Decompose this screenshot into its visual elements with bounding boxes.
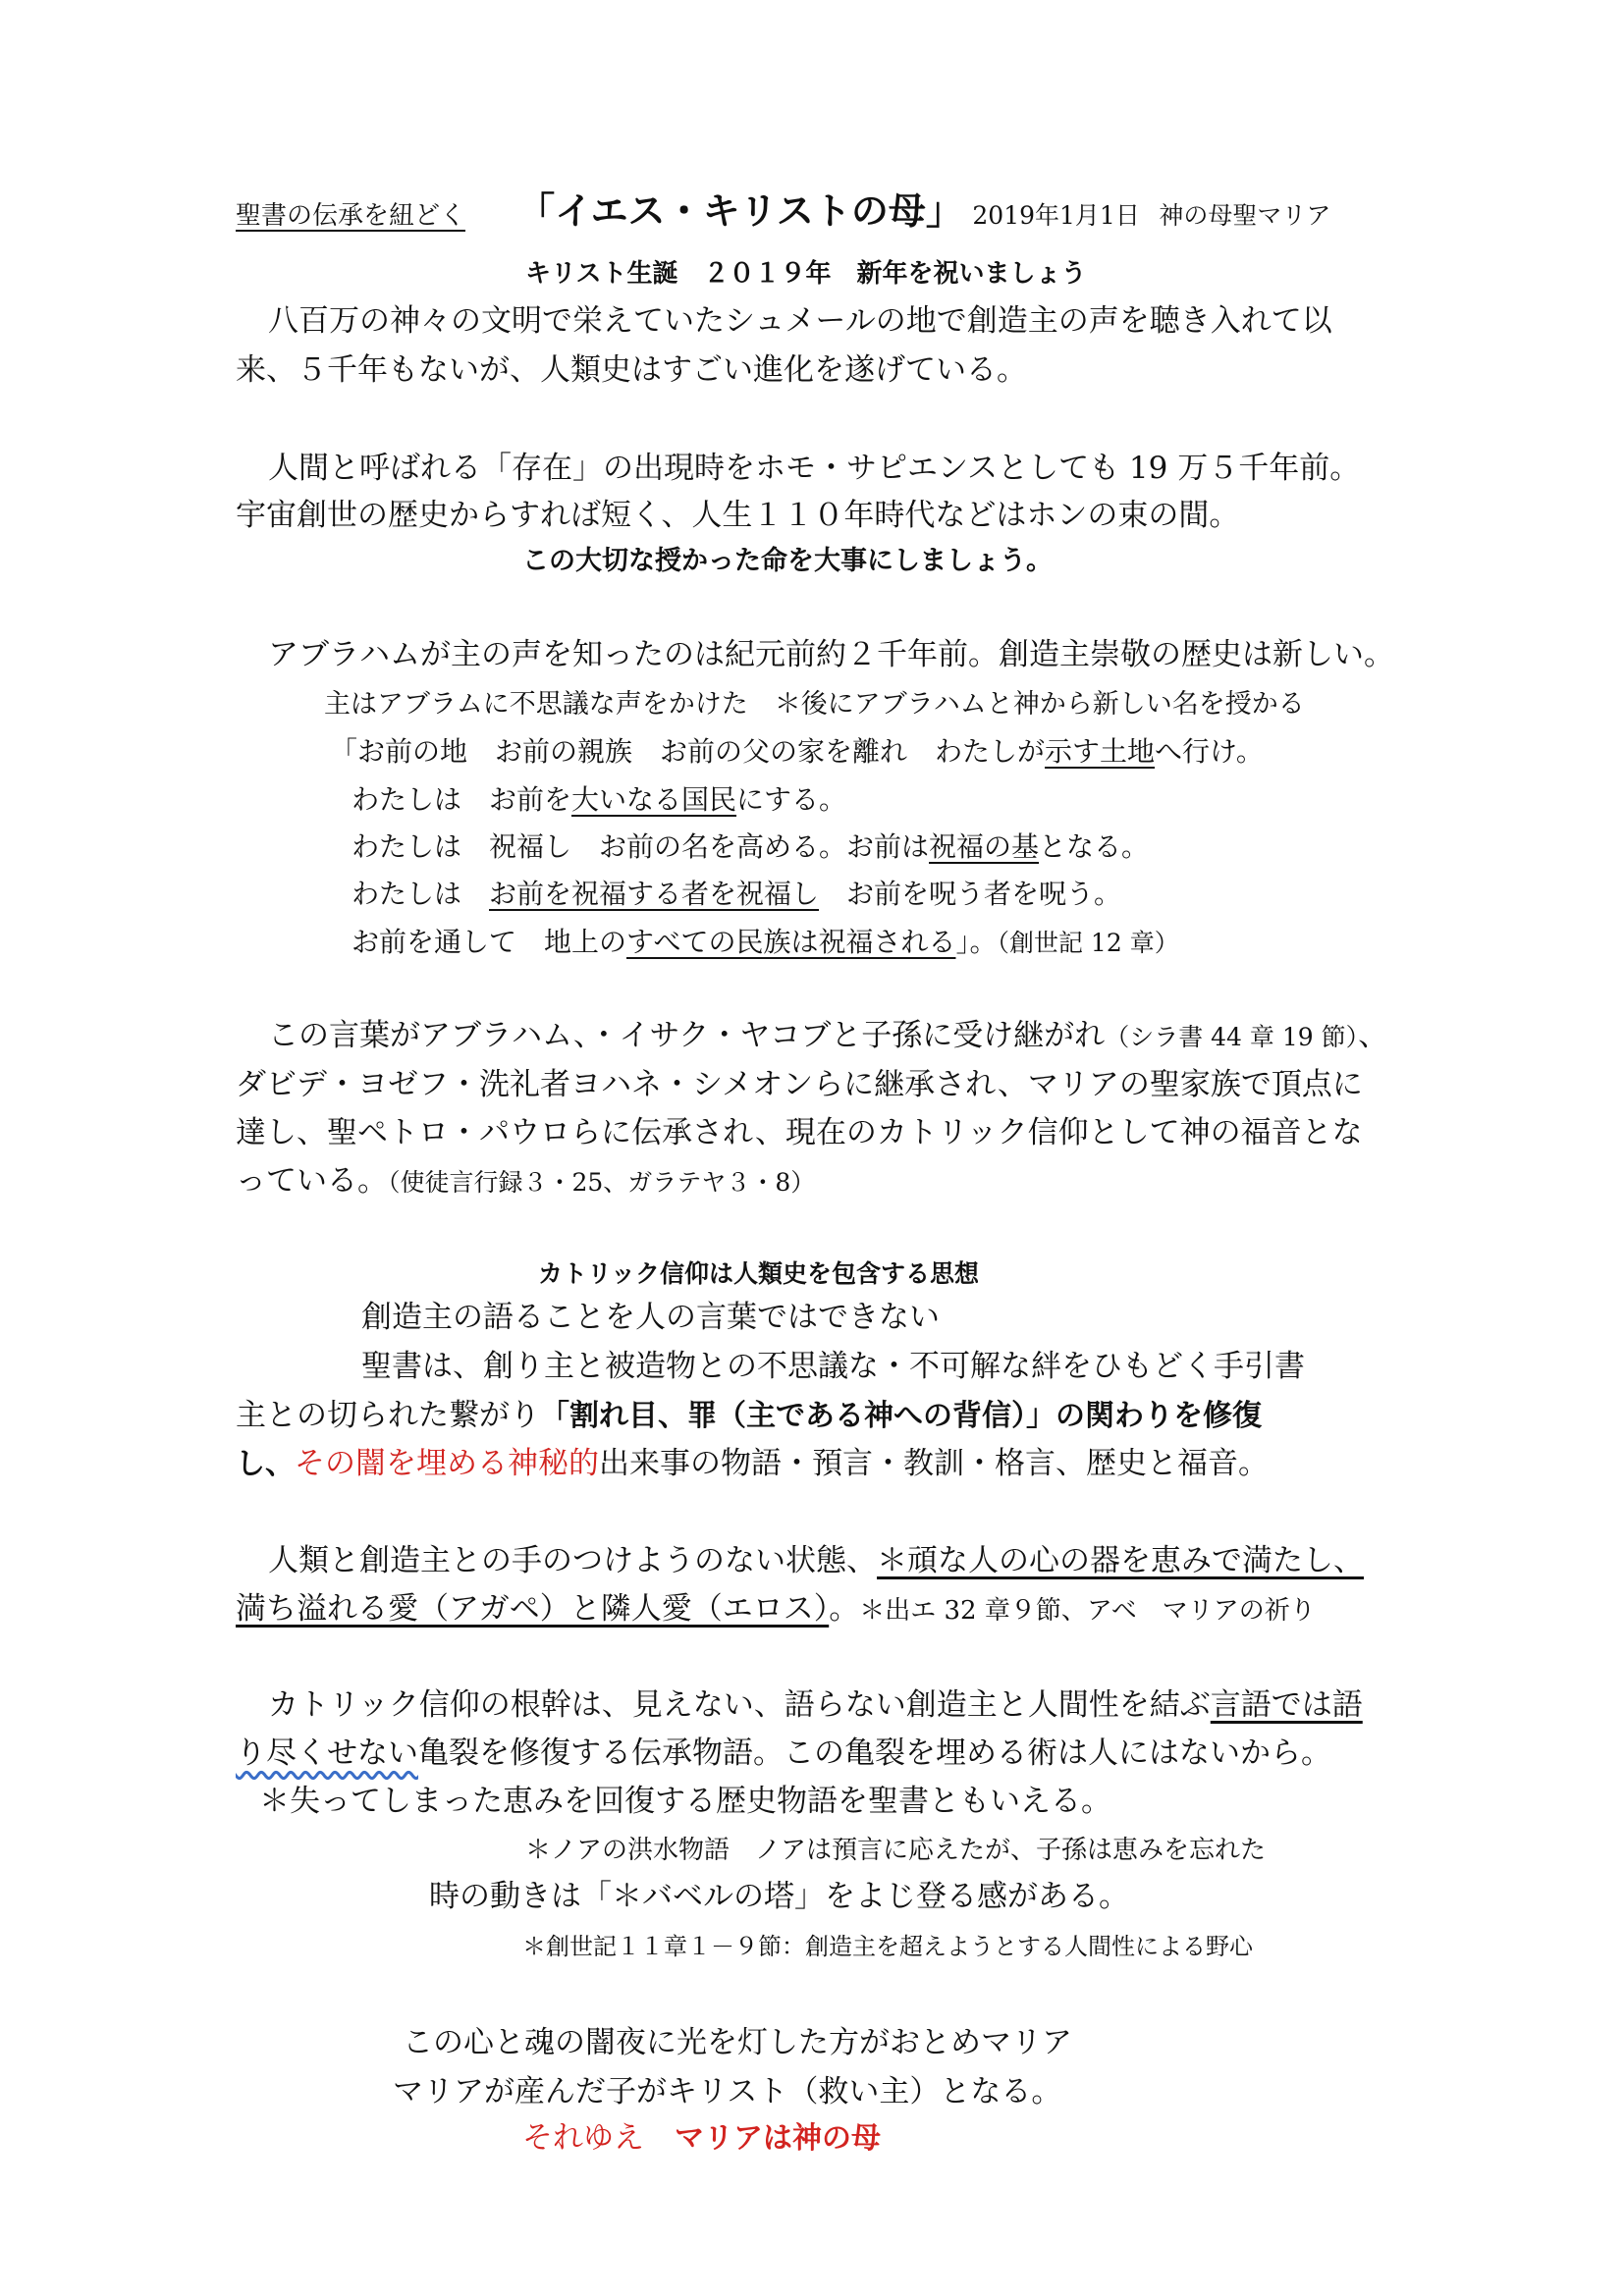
section-2-line-4-bold: し、 <box>236 1447 295 1481</box>
quote-line-2 <box>352 783 847 816</box>
p4-line-4 <box>236 1163 816 1199</box>
closing-line-3-text: それゆえ <box>522 2120 675 2156</box>
p6-line-2-end: 亀裂を修復する伝承物語。この亀裂を埋める術は人にはないから。 <box>418 1735 1331 1771</box>
new-year-greeting: キリスト生誕 ２０１９年 新年を祝いましょう <box>525 259 1087 289</box>
quote-line-4 <box>352 878 1122 910</box>
p2-line-1: 人間と呼ばれる「存在」の出現時をホモ・サピエンスとしても 19 万５千年前。 <box>268 451 1361 486</box>
p4-line-4-reference: （使徒言行録３・25、ガラテヤ３・8） <box>388 1168 816 1197</box>
closing-line-3 <box>522 2120 881 2156</box>
quote-5-reference: （創世記 12 章） <box>997 929 1179 957</box>
quote-2-end: にする。 <box>736 783 847 816</box>
p6-line-5: 時の動きは「＊バベルの塔」をよじ登る感がある。 <box>429 1879 1129 1914</box>
p5-line-2 <box>236 1591 1316 1627</box>
quote-1-end: へ行け。 <box>1155 735 1264 768</box>
p4-line-3: 達し、聖ペトロ・パウロらに伝承され、現在のカトリック信仰として神の福音とな <box>236 1115 1363 1150</box>
closing-line-2: マリアが産んだ子がキリスト（救い主）となる。 <box>393 2074 1062 2109</box>
quote-5-text: お前を通して 地上の <box>352 926 627 958</box>
quote-5-end: 」。 <box>955 926 998 958</box>
p4-line-1-end: 、 <box>1358 1018 1389 1053</box>
p5-line-2-underlined: 満ち溢れる愛（アガペ）と隣人愛（エロス） <box>236 1591 830 1627</box>
p5-line-1-text: 人類と創造主との手のつけようのない状態、 <box>268 1543 877 1578</box>
section-2-line-2: 聖書は、創り主と被造物との不思議な・不可解な絆をひもどく手引書 <box>361 1349 1305 1384</box>
p1-line-1: 八百万の神々の文明で栄えていたシュメールの地で創造主の声を聴き入れて以 <box>268 303 1332 339</box>
quote-line-5 <box>352 926 1179 958</box>
quote-3-underlined: 祝福の基 <box>929 830 1040 863</box>
quote-3-end: となる。 <box>1039 830 1150 863</box>
quote-2-underlined: 大いなる国民 <box>571 783 737 816</box>
section-2-line-4 <box>236 1446 1269 1481</box>
quote-line-1 <box>330 735 1264 768</box>
p3-line-1: アブラハムが主の声を知ったのは紀元前約２千年前。創造主崇敬の歴史は新しい。 <box>268 637 1394 672</box>
section-2-line-3-bold: 「割れ目、罪（主である神への背信）」の関わりを修復 <box>540 1399 1262 1433</box>
section-2-line-4-end: 出来事の物語・預言・教訓・格言、歴史と福音。 <box>599 1446 1269 1481</box>
quote-4-underlined: お前を祝福する者を祝福し <box>489 878 820 910</box>
section-2-line-3-text: 主との切られた繋がり <box>236 1398 540 1433</box>
p3-line-2: 主はアブラムに不思議な声をかけた ＊後にアブラハムと神から新しい名を授かる <box>324 689 1305 720</box>
p6-line-2-wavy-underlined: り尽くせない <box>236 1735 418 1771</box>
p5-line-2-note: ＊出エ 32 章９節、アベ マリアの祈り <box>859 1596 1316 1626</box>
p5-line-1 <box>268 1543 1364 1578</box>
p4-line-4-text: っている。 <box>236 1163 388 1199</box>
p6-line-1 <box>268 1687 1363 1723</box>
quote-line-3 <box>352 830 1150 863</box>
quote-3-text: わたしは 祝福し お前の名を高める。お前は <box>352 830 930 863</box>
header-feast: 神の母聖マリア <box>1159 201 1331 230</box>
closing-line-1: この心と魂の闇夜に光を灯した方がおとめマリア <box>403 2025 1072 2060</box>
quote-2-text: わたしは お前を <box>352 783 572 816</box>
quote-4-end: お前を呪う者を呪う。 <box>819 878 1122 910</box>
p6-line-6: ＊創世記１１章１－９節：創造主を超えようとする人間性による野心 <box>522 1933 1253 1960</box>
p2-line-2: 宇宙創世の歴史からすれば短く、人生１１０年時代などはホンの束の間。 <box>236 498 1240 533</box>
closing-line-3-bold: マリアは神の母 <box>675 2121 881 2156</box>
quote-1-text: 「お前の地 お前の親族 お前の父の家を離れ わたしが <box>330 735 1046 768</box>
header-line <box>236 189 1331 233</box>
p5-line-2-end: 。 <box>829 1591 860 1627</box>
section-2-line-4-red: その闇を埋める神秘的 <box>295 1446 599 1481</box>
p4-line-1-text: この言葉がアブラハム、・イサク・ヤコブと子孫に受け継がれ <box>268 1018 1106 1053</box>
quote-5-underlined: すべての民族は祝福される <box>626 926 956 958</box>
p6-line-2 <box>236 1735 1331 1771</box>
p5-line-1-underlined: ＊頑な人の心の器を恵みで満たし、 <box>877 1543 1364 1578</box>
p6-line-1-text: カトリック信仰の根幹は、見えない、語らない創造主と人間性を結ぶ <box>268 1687 1211 1723</box>
quote-1-underlined: 示す土地 <box>1045 735 1156 768</box>
section-2-line-3 <box>236 1398 1262 1433</box>
header-date: 2019年1月1日 <box>972 201 1140 230</box>
page-title: 「イエス・キリストの母」 <box>517 189 963 233</box>
p6-line-1-underlined: 言語では語 <box>1210 1687 1363 1723</box>
p6-line-4: ＊ノアの洪水物語 ノアは預言に応えたが、子孫は恵みを忘れた <box>525 1836 1267 1865</box>
p6-line-3: ＊失ってしまった恵みを回復する歴史物語を聖書ともいえる。 <box>259 1784 1111 1819</box>
p4-line-1-reference: （シラ書 44 章 19 節） <box>1105 1023 1359 1051</box>
quote-4-text: わたしは <box>352 878 490 910</box>
section-2-line-1: 創造主の語ることを人の言葉ではできない <box>361 1300 940 1335</box>
series-title: 聖書の伝承を紐どく <box>236 201 466 231</box>
p1-line-2: 来、５千年もないが、人類史はすごい進化を遂げている。 <box>236 352 1027 388</box>
section-2-heading: カトリック信仰は人類史を包含する思想 <box>538 1259 980 1288</box>
p4-line-2: ダビデ・ヨゼフ・洗礼者ヨハネ・シメオンらに継承され、マリアの聖家族で頂点に <box>236 1067 1363 1102</box>
p4-line-1 <box>268 1018 1389 1053</box>
p2-emphasis: この大切な授かった命を大事にしましょう。 <box>522 546 1053 576</box>
